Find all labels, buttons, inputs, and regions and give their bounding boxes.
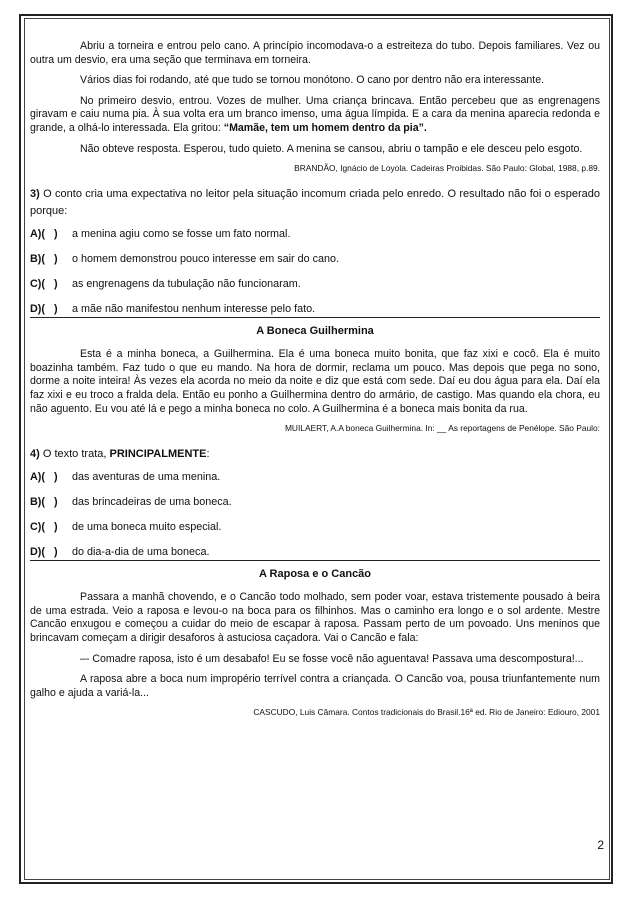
option-text: do dia-a-dia de uma boneca. — [72, 546, 210, 559]
option-text: a menina agiu como se fosse um fato normal. — [72, 228, 291, 241]
question4 — [30, 446, 600, 463]
option-letter: B)( — [30, 253, 45, 266]
story2-source: MUILAERT, A.A boneca Guilhermina. In: __ As reportagens de Penélope. São Paulo: — [284, 423, 600, 434]
question4-text-after: : — [206, 448, 210, 461]
story1-quote: “Mamãe, tem um homem dentro da pia”. — [223, 121, 427, 134]
story3-paragraph-3: A raposa abre a boca num impropério terrível contra a criançada. O Cancão voa, pousa triunfantemente num galho e ajuda a variá-la... — [30, 673, 600, 699]
option-text: de uma boneca muito especial. — [72, 521, 222, 534]
question3-option-d[interactable] — [30, 303, 600, 318]
question4-option-b[interactable] — [30, 496, 600, 509]
option-letter: D)( — [30, 546, 45, 559]
story1-paragraph-4: Não obteve resposta. Esperou, tudo quieto. A menina se cansou, abriu o tampão e ele desceu pelo esgoto. — [80, 142, 583, 155]
story2-title: A Boneca Guilhermina — [256, 325, 374, 338]
option-paren: ) — [54, 521, 58, 534]
option-paren: ) — [54, 228, 58, 241]
story3-title: A Raposa e o Cancão — [258, 568, 372, 581]
option-letter: C)( — [30, 521, 45, 534]
story1-paragraph-2: Vários dias foi rodando, até que tudo se tornou monótono. O cano por dentro não era interessante. — [80, 74, 545, 87]
question4-text-before: O texto trata, — [42, 448, 107, 461]
story1-paragraph-1: Abriu a torneira e entrou pelo cano. A princípio incomodava-o a estreiteza do tubo. Depois familiares. Vez ou outra um desvio, era uma seção que terminava em torneira. — [30, 40, 600, 66]
question3-text: O conto cria uma expectativa no leitor pela situação incomum criada pelo enredo. O resultado não foi o esperado porque: — [30, 188, 600, 218]
option-text: das brincadeiras de uma boneca. — [72, 496, 232, 509]
option-paren: ) — [54, 546, 58, 559]
story3-source: CASCUDO, Luis Câmara. Contos tradicionais do Brasil.16ª ed. Rio de Janeiro: Ediouro, 2001 — [253, 707, 600, 718]
option-paren: ) — [54, 303, 58, 316]
question4-option-a[interactable] — [30, 471, 600, 484]
option-text: a mãe não manifestou nenhum interesse pelo fato. — [72, 303, 316, 316]
story1-paragraph-3-text: No primeiro desvio, entrou. Vozes de mulher. Uma criança brincava. Então percebeu que as engrenagens giravam e caiu numa pia. À sua volta era um branco imenso, uma água límpida. E a cara da menina aparecia redonda e grande, a olhá-lo interessada. Ela gritou: — [30, 94, 600, 134]
question3-option-b[interactable] — [30, 253, 600, 266]
option-text: as engrenagens da tubulação não funcionaram. — [72, 278, 301, 291]
question3-option-a[interactable] — [30, 228, 600, 241]
question4-option-d[interactable] — [30, 546, 600, 561]
story1-paragraph-3 — [30, 95, 600, 136]
option-paren: ) — [54, 253, 58, 266]
story2-paragraph: Esta é a minha boneca, a Guilhermina. Ela é uma boneca muito bonita, que faz xixi e cocô. Ela é muito boazinha também. Faz tudo o que eu mando. Na hora de dormir, reclama um pouco. Mas depois que pega no sono, dorme a noite inteira! Às vezes ela acorda no meio da noite e diz que está com sede. Daí eu dou água para ela. Daí ela faz xixi e eu troco a fralda dela. Então eu ponho a Guilhermina dentro do armário, de castigo. Mas quando ela chora, eu não aguento. Eu vou até lá e pego a minha boneca no colo. A Guilhermina é a boneca mais bonita da rua. — [30, 348, 600, 415]
question3-number: 3) — [30, 188, 40, 201]
question4-number: 4) — [30, 448, 40, 461]
story3-paragraph-1: Passara a manhã chovendo, e o Cancão todo molhado, sem poder voar, estava tristemente pousado à beira de uma estrada. Veio a raposa e levou-o na boca para os filhinhos. Mas o caminho era longo e o sol ardente. Mestre Cancão enxugou e começou a cuidar do meio de escapar à raposa. Passam perto de um povoado. Uns meninos que brincavam começam a dirigir desaforos à astuciosa caçadora. Vai o Cancão e fala: — [30, 591, 600, 644]
story1-source: BRANDÃO, Ignácio de Loyola. Cadeiras Proibidas. São Paulo: Global, 1988, p.89. — [294, 163, 600, 174]
page-number: 2 — [597, 838, 604, 852]
option-text: o homem demonstrou pouco interesse em sair do cano. — [72, 253, 340, 266]
option-paren: ) — [54, 471, 58, 484]
document-content — [30, 40, 600, 730]
story3-paragraph-2: –- Comadre raposa, isto é um desabafo! Eu se fosse você não aguentava! Passava uma descompostura!... — [80, 652, 584, 665]
option-letter: C)( — [30, 278, 45, 291]
option-letter: D)( — [30, 303, 45, 316]
option-letter: B)( — [30, 496, 45, 509]
question4-text-bold: PRINCIPALMENTE — [109, 448, 207, 461]
option-paren: ) — [54, 278, 58, 291]
option-letter: A)( — [30, 471, 45, 484]
question3-option-c[interactable] — [30, 278, 600, 291]
option-text: das aventuras de uma menina. — [72, 471, 221, 484]
option-paren: ) — [54, 496, 58, 509]
question3 — [30, 186, 600, 220]
option-letter: A)( — [30, 228, 45, 241]
question4-option-c[interactable] — [30, 521, 600, 534]
